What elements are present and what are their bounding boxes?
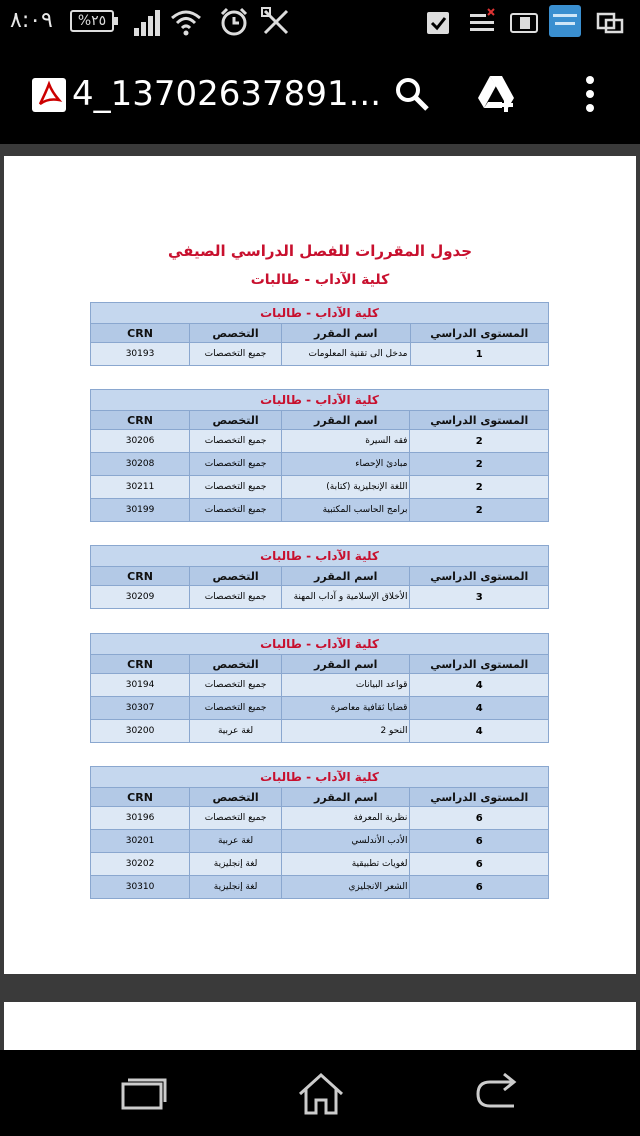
- course-table: [90, 302, 549, 366]
- cell-major: لغة عربية: [190, 830, 282, 853]
- column-header-crn: CRN: [91, 655, 190, 674]
- cell-major: جميع التخصصات: [190, 807, 282, 830]
- pdf-icon: [32, 78, 66, 112]
- cell-level: 4: [410, 674, 549, 697]
- cell-level: 4: [410, 720, 549, 743]
- cell-level: 4: [410, 697, 549, 720]
- cell-course-name: لغويات تطبيقية: [282, 853, 410, 876]
- clipboard-check-icon: [422, 6, 454, 38]
- cell-crn: 30209: [91, 586, 190, 609]
- recent-apps-icon[interactable]: [118, 1072, 168, 1116]
- cell-course-name: قضايا ثقافية معاصرة: [282, 697, 410, 720]
- table-row: [91, 674, 549, 697]
- column-header-crn: CRN: [91, 567, 190, 586]
- column-header-course: اسم المقرر: [282, 655, 410, 674]
- cell-crn: 30206: [91, 430, 190, 453]
- tools-icon: [260, 6, 292, 38]
- cell-level: 2: [410, 499, 549, 522]
- signal-icon: [130, 6, 162, 38]
- cell-level: 6: [410, 853, 549, 876]
- status-bar: [0, 0, 640, 44]
- status-time: ٨:٠٩: [10, 8, 53, 33]
- cell-course-name: مبادئ الإحصاء: [282, 453, 410, 476]
- cell-crn: 30307: [91, 697, 190, 720]
- column-header-level: المستوى الدراسي: [410, 788, 549, 807]
- cell-level: 6: [410, 876, 549, 899]
- course-table: [90, 545, 549, 609]
- cell-course-name: قواعد البيانات: [282, 674, 410, 697]
- column-header-level: المستوى الدراسي: [410, 324, 549, 343]
- cell-major: جميع التخصصات: [190, 697, 282, 720]
- cell-level: 2: [410, 453, 549, 476]
- cell-level: 2: [410, 476, 549, 499]
- search-icon[interactable]: [394, 76, 430, 112]
- column-header-level: المستوى الدراسي: [410, 655, 549, 674]
- cell-major: لغة إنجليزية: [190, 853, 282, 876]
- column-header-major: التخصص: [190, 655, 282, 674]
- xperia-lounge-icon: [548, 4, 582, 38]
- cell-major: جميع التخصصات: [190, 343, 282, 366]
- column-header-course: اسم المقرر: [281, 324, 410, 343]
- column-header-level: المستوى الدراسي: [410, 567, 549, 586]
- table-row: [91, 476, 549, 499]
- cell-course-name: نظرية المعرفة: [282, 807, 410, 830]
- screen-mirror-icon: [594, 6, 626, 38]
- cell-crn: 30200: [91, 720, 190, 743]
- course-table: [90, 766, 549, 899]
- wifi-icon: [170, 6, 202, 38]
- cell-level: 1: [410, 343, 549, 366]
- cell-major: جميع التخصصات: [190, 586, 282, 609]
- pdf-page-next: [4, 1002, 636, 1052]
- table-row: [91, 430, 549, 453]
- table-caption: كلية الآداب - طالبات: [91, 546, 549, 567]
- cell-major: جميع التخصصات: [190, 499, 282, 522]
- alarm-icon: [218, 6, 250, 38]
- table-caption: كلية الآداب - طالبات: [91, 767, 549, 788]
- table-row: [91, 720, 549, 743]
- cell-course-name: فقه السيرة: [282, 430, 410, 453]
- cell-course-name: الأخلاق الإسلامية و آداب المهنة: [282, 586, 410, 609]
- column-header-course: اسم المقرر: [282, 567, 410, 586]
- table-row: [91, 876, 549, 899]
- cell-crn: 30202: [91, 853, 190, 876]
- cell-crn: 30194: [91, 674, 190, 697]
- course-table: [90, 633, 549, 743]
- notification-icon: [466, 6, 498, 38]
- column-header-course: اسم المقرر: [282, 788, 410, 807]
- table-caption: كلية الآداب - طالبات: [91, 303, 549, 324]
- overflow-menu-icon[interactable]: [576, 74, 604, 114]
- back-icon[interactable]: [474, 1072, 524, 1116]
- table-row: [91, 499, 549, 522]
- cell-level: 6: [410, 807, 549, 830]
- cell-major: لغة إنجليزية: [190, 876, 282, 899]
- column-header-major: التخصص: [190, 567, 282, 586]
- table-row: [91, 807, 549, 830]
- navigation-bar: [0, 1050, 640, 1136]
- cell-course-name: برامج الحاسب المكتبية: [282, 499, 410, 522]
- cell-course-name: النحو 2: [282, 720, 410, 743]
- cell-course-name: الشعر الانجليزي: [282, 876, 410, 899]
- table-caption: كلية الآداب - طالبات: [91, 634, 549, 655]
- table-row: [91, 453, 549, 476]
- column-header-crn: CRN: [91, 411, 190, 430]
- table-row: [91, 830, 549, 853]
- battery-icon: %٢٥: [70, 10, 114, 32]
- sd-card-icon: [508, 6, 540, 38]
- column-header-major: التخصص: [190, 411, 282, 430]
- table-row: [91, 853, 549, 876]
- pdf-viewer[interactable]: [0, 144, 640, 1050]
- table-row: [91, 343, 549, 366]
- cell-level: 6: [410, 830, 549, 853]
- table-row: [91, 586, 549, 609]
- pdf-page: [4, 156, 636, 974]
- course-table: [90, 389, 549, 522]
- cell-level: 2: [410, 430, 549, 453]
- cell-crn: 30196: [91, 807, 190, 830]
- document-title: 4_13702637891...: [72, 74, 382, 114]
- column-header-level: المستوى الدراسي: [410, 411, 549, 430]
- cell-course-name: الأدب الأندلسي: [282, 830, 410, 853]
- column-header-course: اسم المقرر: [282, 411, 410, 430]
- cell-crn: 30199: [91, 499, 190, 522]
- table-row: [91, 697, 549, 720]
- document-heading: جدول المقررات للفصل الدراسي الصيفي: [167, 242, 473, 260]
- drive-add-icon[interactable]: [476, 74, 518, 114]
- cell-crn: 30211: [91, 476, 190, 499]
- cell-major: جميع التخصصات: [190, 453, 282, 476]
- cell-major: لغة عربية: [190, 720, 282, 743]
- cell-course-name: اللغة الإنجليزية (كتابة): [282, 476, 410, 499]
- cell-course-name: مدخل الى تقنية المعلومات: [281, 343, 410, 366]
- table-caption: كلية الآداب - طالبات: [91, 390, 549, 411]
- home-icon[interactable]: [296, 1072, 346, 1116]
- cell-crn: 30208: [91, 453, 190, 476]
- cell-crn: 30201: [91, 830, 190, 853]
- cell-major: جميع التخصصات: [190, 674, 282, 697]
- cell-level: 3: [410, 586, 549, 609]
- column-header-major: التخصص: [190, 324, 282, 343]
- column-header-major: التخصص: [190, 788, 282, 807]
- document-subheading: كلية الآداب - طالبات: [250, 272, 390, 288]
- cell-crn: 30193: [91, 343, 190, 366]
- cell-crn: 30310: [91, 876, 190, 899]
- cell-major: جميع التخصصات: [190, 476, 282, 499]
- column-header-crn: CRN: [91, 788, 190, 807]
- cell-major: جميع التخصصات: [190, 430, 282, 453]
- column-header-crn: CRN: [91, 324, 190, 343]
